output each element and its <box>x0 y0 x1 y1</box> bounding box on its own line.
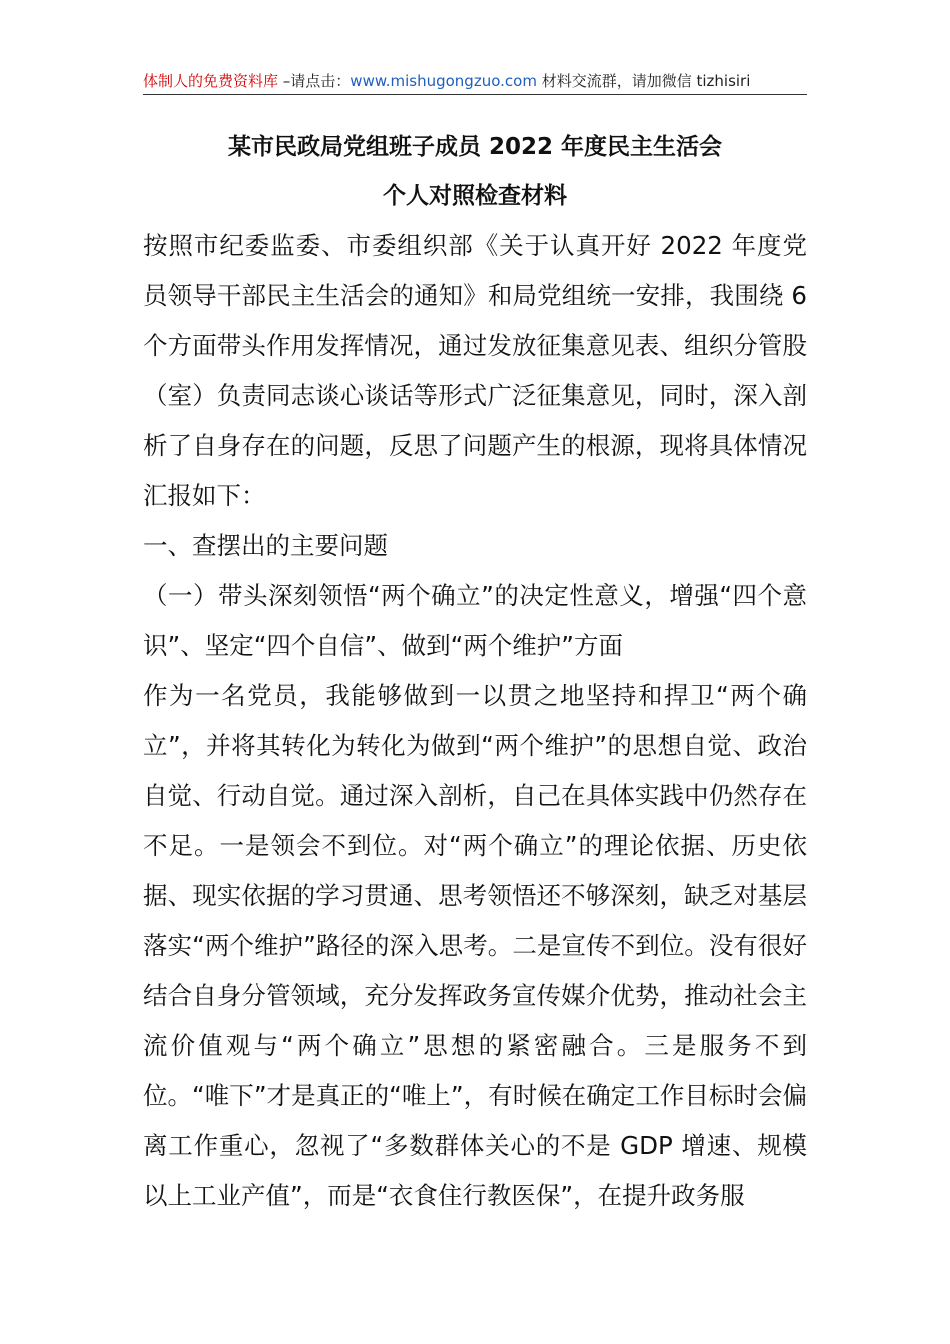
document-title: 某市民政局党组班子成员 2022 年度民主生活会 <box>227 134 723 160</box>
header-website-link[interactable]: www.mishugongzuo.com <box>350 72 537 90</box>
intro-paragraph: 按照市纪委监委、市委组织部《关于认真开好 2022 年度党员领导干部民主生活会的通知》和局党组统一安排，我围绕 6 个方面带头作用发挥情况，通过发放征集意见表、组织分管股（室）负责同志谈心谈话等形式广泛征集意见，同时，深入剖析了自身存在的问题，反思了问题产生的根源，现将具体情况汇报如下： <box>143 231 807 510</box>
header-banner <box>143 68 807 95</box>
header-separator: –请点击： <box>278 72 351 90</box>
section-heading: 一、查摆出的主要问题 <box>143 531 388 560</box>
body-paragraph: 作为一名党员，我能够做到一以贯之地坚持和捍卫“两个确立”，并将其转化为转化为做到“两个维护”的思想自觉、政治自觉、行动自觉。通过深入剖析，自己在具体实践中仍然存在不足。一是领会不到位。对“两个确立”的理论依据、历史依据、现实依据的学习贯通、思考领悟还不够深刻，缺乏对基层落实“两个维护”路径的深入思考。二是宣传不到位。没有很好结合自身分管领域，充分发挥政务宣传媒介优势，推动社会主流价值观与“两个确立”思想的紧密融合。三是服务不到位。“唯下”才是真正的“唯上”，有时候在确定工作目标时会偏离工作重心，忽视了“多数群体关心的不是 GDP 增速、规模以上工业产值”，而是“衣食住行教医保”，在提升政务服 <box>143 681 807 1210</box>
document-subtitle: 个人对照检查材料 <box>383 183 567 209</box>
header-brand: 体制人的免费资料库 <box>143 72 279 90</box>
subsection-heading: （一）带头深刻领悟“两个确立”的决定性意义，增强“四个意识”、坚定“四个自信”、做到“两个维护”方面 <box>143 581 807 660</box>
document-body <box>143 221 807 1221</box>
header-note: 材料交流群，请加微信 tizhisiri <box>536 72 751 90</box>
